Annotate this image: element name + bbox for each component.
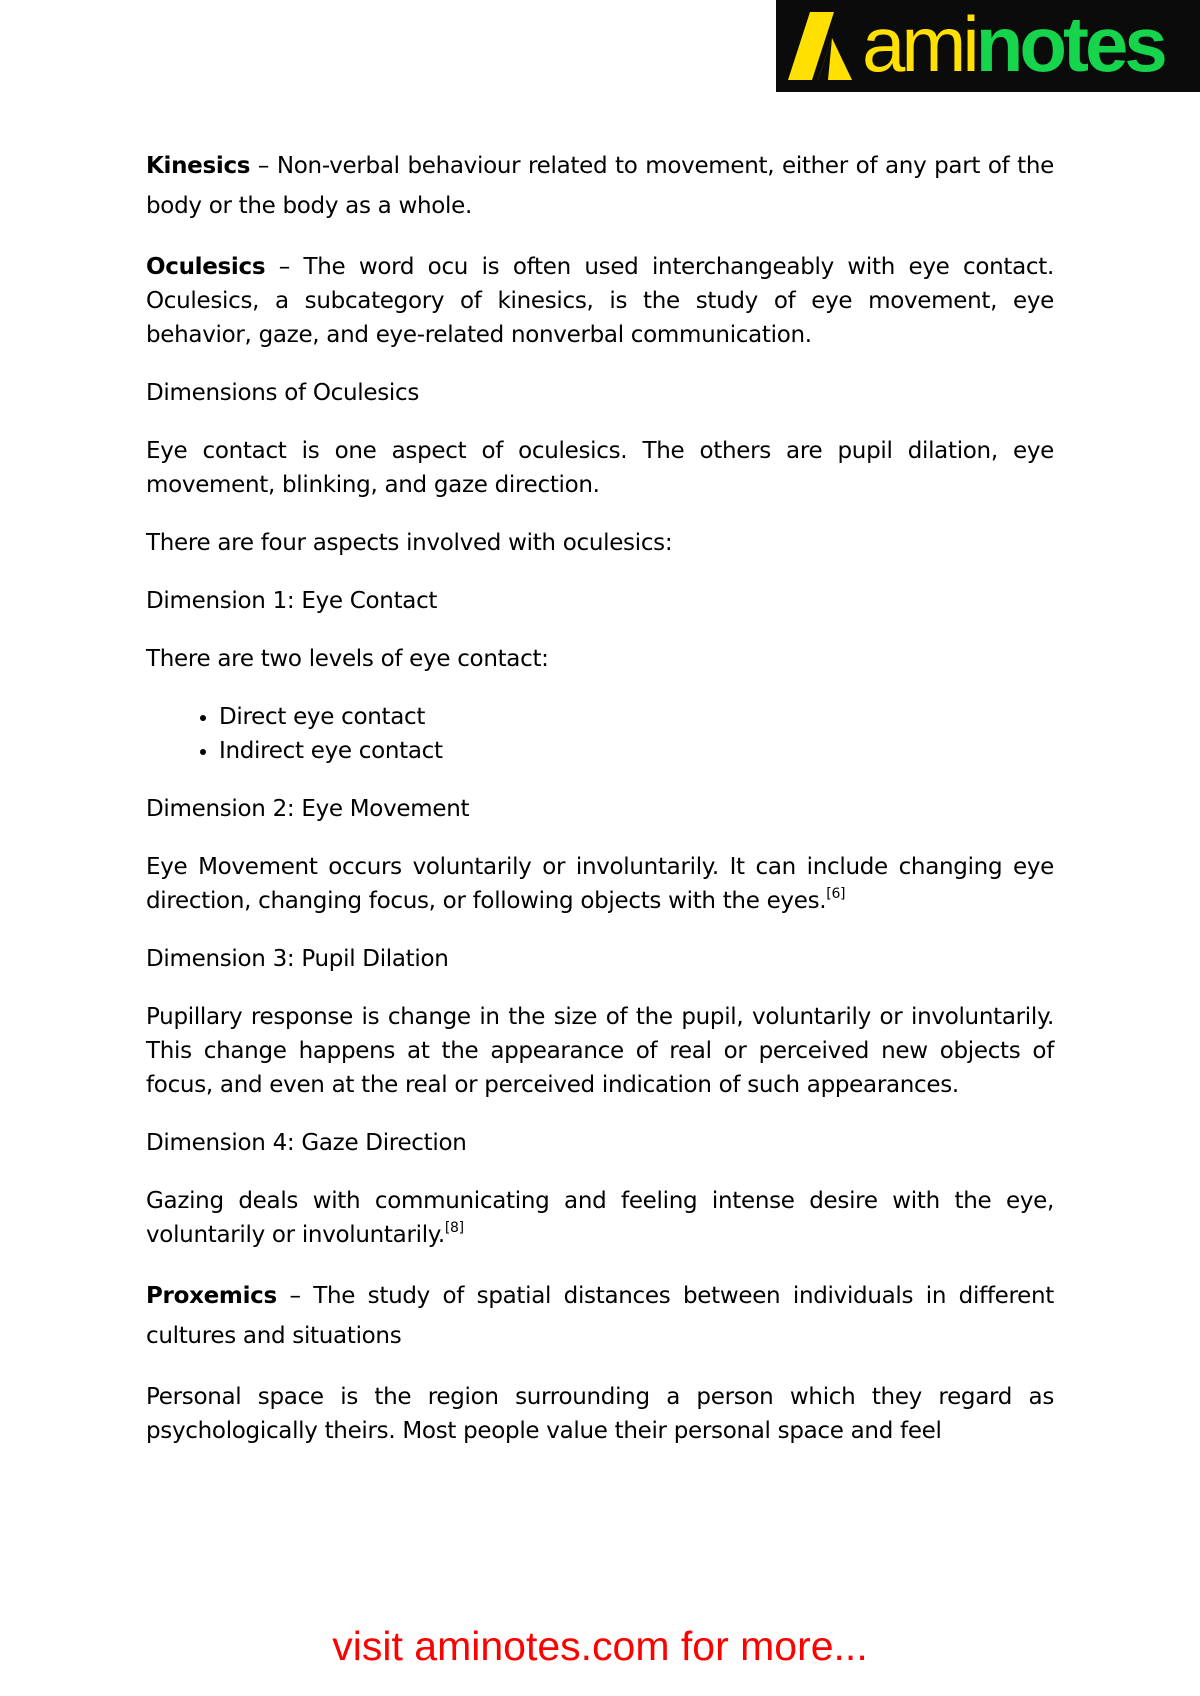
logo-mark-icon xyxy=(788,12,858,80)
reference-8[interactable]: [8] xyxy=(444,1220,464,1236)
list-item: • Indirect eye contact xyxy=(219,734,1054,768)
four-aspects-line: There are four aspects involved with oculesics: xyxy=(146,530,673,556)
oculesics-paragraph xyxy=(146,250,1054,352)
list-item: • Direct eye contact xyxy=(219,700,1054,734)
dimensions-heading: Dimensions of Oculesics xyxy=(146,380,419,406)
oculesics-term: Oculesics xyxy=(146,254,266,280)
oculesics-definition: – The word ocu is often used interchangeably with eye contact. Oculesics, a subcategory of kinesics, is the study of eye movement, eye behavior, gaze, and eye-related nonverbal communication. xyxy=(146,254,1054,348)
dimension-4-heading: Dimension 4: Gaze Direction xyxy=(146,1130,467,1156)
eye-contact-intro: Eye contact is one aspect of oculesics. The others are pupil dilation, eye movement, blinking, and gaze direction. xyxy=(146,438,1054,498)
logo-wordmark-ami: ami xyxy=(862,0,976,88)
footer-link[interactable]: visit aminotes.com for more... xyxy=(332,1623,868,1669)
logo-wordmark-notes: notes xyxy=(975,0,1164,88)
dimension-3-heading: Dimension 3: Pupil Dilation xyxy=(146,946,449,972)
gaze-text: Gazing deals with communicating and feeling intense desire with the eye, voluntarily or involuntarily. xyxy=(146,1188,1054,1248)
brand-logo[interactable] xyxy=(776,0,1200,92)
kinesics-paragraph xyxy=(146,146,1054,226)
eye-movement-paragraph xyxy=(146,850,1054,918)
proxemics-term: Proxemics xyxy=(146,1283,277,1309)
two-levels-line: There are two levels of eye contact: xyxy=(146,646,549,672)
gaze-paragraph xyxy=(146,1184,1054,1252)
proxemics-definition: – The study of spatial distances between individuals in different cultures and situations xyxy=(146,1283,1054,1349)
proxemics-paragraph xyxy=(146,1276,1054,1356)
dimension-1-heading: Dimension 1: Eye Contact xyxy=(146,588,438,614)
eye-contact-levels-list xyxy=(146,700,1054,768)
pupil-dilation-paragraph: Pupillary response is change in the size of the pupil, voluntarily or involuntarily. This change happens at the appearance of real or perceived new objects of focus, and even at the real or perceived indication of such appearances. xyxy=(146,1004,1054,1098)
personal-space-paragraph: Personal space is the region surrounding a person which they regard as psychologically theirs. Most people value their personal space and feel xyxy=(146,1384,1054,1444)
logo-wordmark xyxy=(862,0,1164,90)
reference-6[interactable]: [6] xyxy=(826,886,846,902)
kinesics-definition: – Non-verbal behaviour related to movement, either of any part of the body or the body as a whole. xyxy=(146,153,1054,219)
document-body xyxy=(146,146,1054,1448)
kinesics-term: Kinesics xyxy=(146,153,251,179)
eye-movement-text: Eye Movement occurs voluntarily or involuntarily. It can include changing eye direction, changing focus, or following objects with the eyes. xyxy=(146,854,1054,914)
dimension-2-heading: Dimension 2: Eye Movement xyxy=(146,796,470,822)
